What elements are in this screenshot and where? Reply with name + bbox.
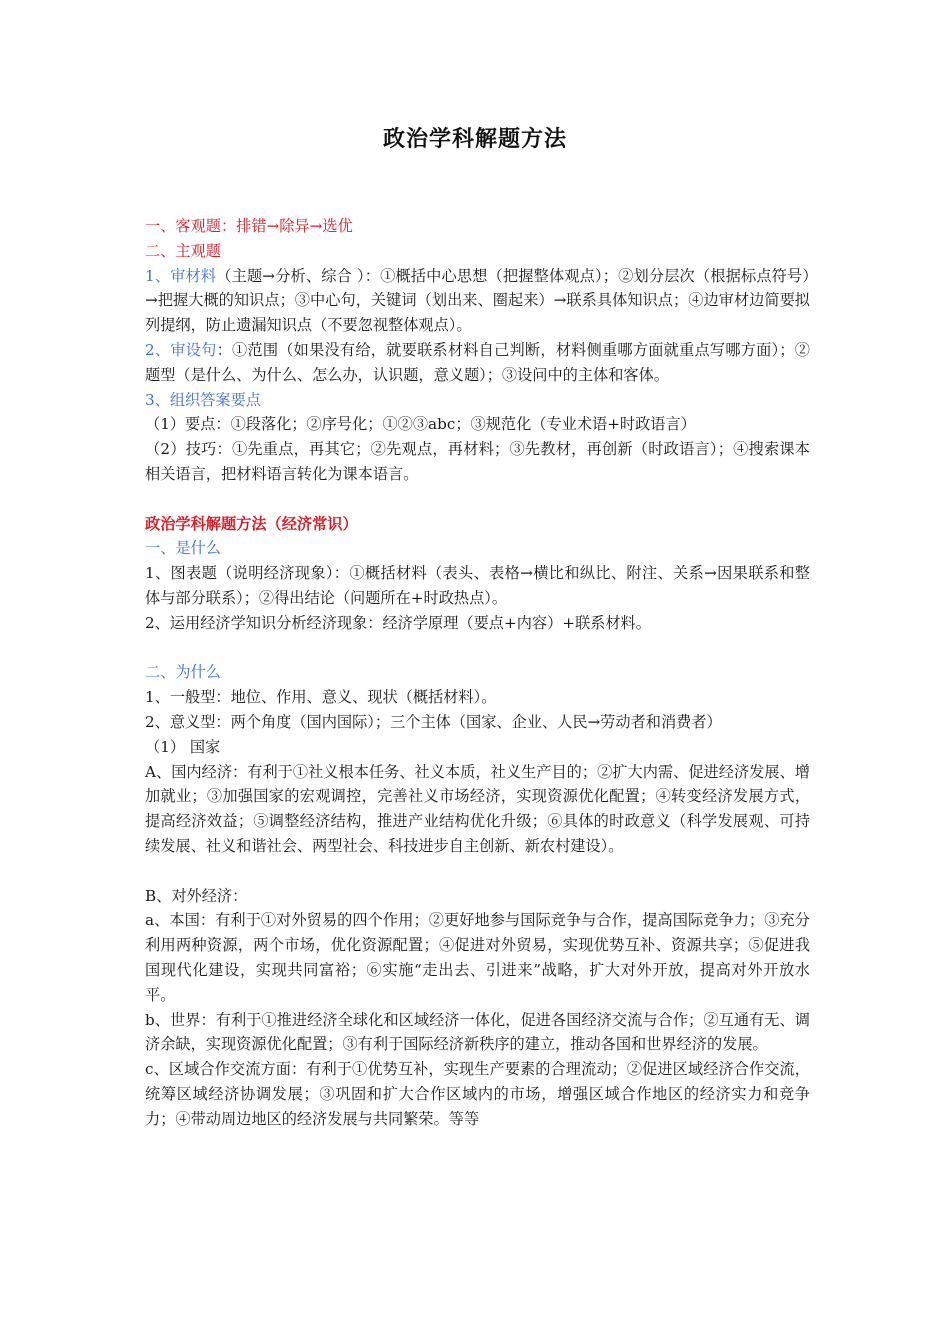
home-country-paragraph: a、本国：有利于①对外贸易的四个作用；②更好地参与国际竞争与合作，提高国际竞争力；③充分利用两种资源，两个市场，优化资源配置；④促进对外贸易，实现优势互补、资源共享；⑤促进我国现代化建设，实现共同富裕；⑥实施“走出去、引进来”战略，扩大对外开放，提高对外开放水平。: [145, 911, 810, 1004]
spacer: [145, 487, 810, 512]
what-is-heading: 一、是什么: [145, 539, 221, 558]
review-question-label: 2、审设句: [145, 340, 217, 359]
organize-answer-heading: 3、组织答案要点: [145, 390, 261, 409]
general-type-paragraph: 1、一般型：地位、作用、意义、现状（概括材料）。: [145, 688, 497, 707]
review-material-label: 1、审材料: [145, 266, 217, 285]
review-material-paragraph: [145, 264, 810, 338]
regional-cooperation-paragraph: c、区域合作交流方面：有利于①优势互补，实现生产要素的合理流动；②促进区域经济合作交流，统筹区域经济协调发展；③巩固和扩大合作区域内的市场，增强区域合作地区的经济实力和竞争力；④带动周边地区的经济发展与共同繁荣。等等: [145, 1060, 810, 1128]
key-points-paragraph: （1）要点：①段落化；②序号化；①②③abc；③规范化（专业术语+时政语言）: [145, 415, 696, 434]
world-paragraph: b、世界：有利于①推进经济全球化和区域经济一体化，促进各国经济交流与合作；②互通有无、调济余缺，实现资源优化配置；③有利于国际经济新秩序的建立，推动各国和世界经济的发展。: [145, 1010, 810, 1054]
chart-question-paragraph: 1、图表题（说明经济现象）：①概括材料（表头、表格→横比和纵比、附注、关系→因果联系和整体与部分联系）；②得出结论（问题所在+时政热点）。: [145, 564, 810, 607]
page-title: 政治学科解题方法: [382, 126, 567, 152]
review-material-text: （主题→分析、综合 ）：①概括中心思想（把握整体观点）；②划分层次（根据标点符号）→把握大概的知识点；③中心句，关键词（划出来、圈起来）→联系具体知识点；④边审材边简要拟列提纲，防止遗漏知识点（不要忽视整体观点）。: [145, 266, 810, 335]
review-question-text: ：①范围（如果没有给，就要联系材料自己判断，材料侧重哪方面就重点写哪方面）；②题型（是什么、为什么、怎么办，认识题，意义题）；③设问中的主体和客体。: [145, 340, 810, 384]
document-body: [145, 214, 810, 1131]
objective-question-heading: 一、客观题：排错→除异→选优: [145, 217, 353, 235]
significance-type-paragraph: 2、意义型：两个角度（国内国际）；三个主体（国家、企业、人民→劳动者和消费者）: [145, 712, 722, 731]
subjective-question-heading: 二、主观题: [145, 241, 221, 260]
why-heading: 二、为什么: [145, 663, 221, 682]
review-question-paragraph: [145, 338, 810, 388]
economics-section-heading: 政治学科解题方法（经济常识）: [145, 514, 358, 533]
techniques-paragraph: （2）技巧：①先重点，再其它；②先观点，再材料；③先教材，再创新（时政语言）；④搜索课本相关语言，把材料语言转化为课本语言。: [145, 440, 810, 483]
country-subheading: （1） 国家: [145, 737, 221, 756]
domestic-economy-paragraph: A、国内经济：有利于①社义根本任务、社义本质，社义生产目的；②扩大内需、促进经济发展、增加就业；③加强国家的宏观调控，完善社义市场经济，实现资源优化配置；④转变经济发展方式，提高经济效益；⑤调整经济结构，推进产业结构优化升级；⑥具体的时政意义（科学发展观、可持续发展、社义和谐社会、两型社会、科技进步自主创新、新农村建设）。: [145, 762, 810, 855]
foreign-economy-heading: B、对外经济：: [145, 886, 248, 905]
spacer: [145, 636, 810, 661]
spacer: [145, 859, 810, 884]
apply-knowledge-paragraph: 2、运用经济学知识分析经济现象：经济学原理（要点+内容）+联系材料。: [145, 613, 651, 632]
